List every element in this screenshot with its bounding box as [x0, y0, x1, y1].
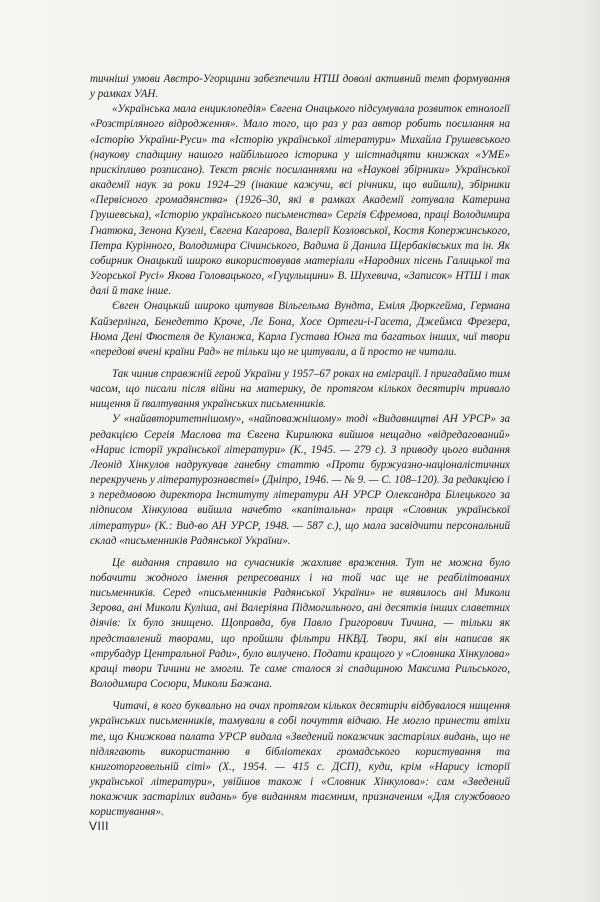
paragraph: Так чинив справжній герой України у 1957–67 роках на еміграції. І пригадаймо тим часом, що писали після війни на материку, де протягом кількох десятиріч тривало нищення й ґвалтування українських письменників. — [90, 367, 510, 411]
paragraph: тичніші умови Австро-Угорщини забезпечили НТШ доволі активний темп формування у рамках УАН. — [90, 73, 510, 101]
paragraph: У «найавторитетнішому», «найповажнішому» тоді «Видавництві АН УРСР» за редакцією Сергія Маслова та Євгена Кирилюка вийшов нещадно «відредагований» «Нарис історії української літератури» (К., 1945. — 279 с). З приводу цього видання Леонід Хінкулов надрукував ганебну статтю «Проти буржуазно-націоналістичних перекручень у літературознавстві» (Дніпро, 1946. — № 9. — С. 108–120). За редакцією і з передмовою директора Інституту літератури АН УРСР Олександра Білецького за підписом Хінкулова вийшла начебто «капітальна» праця «Словник української літератури» (К.: Вид-во АН УРСР, 1948. — 587 с.), що мала засвідчити персональний склад «письменників Радянської України». — [90, 413, 510, 547]
paragraph: Євген Онацький широко цитував Вільгельма Вундта, Еміля Дюркгейма, Германа Кайзерлінга, Бенедетто Кроче, Ле Бона, Хосе Ортеги-і-Гасета, Джеймса Фрезера, Нюма Дені Фюстеля де Куланжа, Карла Густава Юнга та багатьох інших, чиї твори «передові вчені країни Рад» не тільки що не цитували, а й просто не читали. — [90, 300, 510, 358]
paragraph: «Українська мала енциклопедія» Євгена Онацького підсумувала розвиток етнології «Розстріляного відродження». Мало того, що раз у раз автор робить посилання на «Історію України-Руси» та «Історію української літератури» Михайла Грушевського (наукову спадщину нашого найбільшого історика у шістнадцяти книжках «УМЕ» прискіпливо розписано). Текст рясніє посиланнями на «Наукові збірники» Української академії наук за роки 1924–29 (інакше кажучи, всі річники, що вийшли), збірники «Первісного громадянства» (1926–30, які в рамках Академії готувала Катерина Грушевська), «Історію українського письменства» Сергія Єфремова, праці Володимира Гнатюка, Зенона Кузелі, Євгена Кагарова, Валерії Козловської, Костя Копержинського, Петра Курінного, Володимира Січинського, Вадима й Данила Щербаківських та ін. Як собирник Онацький широко використовував матеріали «Народних пісень Галицької та Угорської Русі» Якова Головацького, «Гуцульщини» В. Шухевича, «Записок» НТШ і так далі й таке інше. — [90, 103, 510, 298]
paragraph: Це видання справило на сучасників жахливе враження. Тут не можна було побачити жодного імення репресованих і на той час ще не реабілітованих письменників. Серед «письменників Радянської України» не виявилось ані Миколи Зерова, ані Миколи Куліша, ані Валеріяна Підмогильного, ані десятків інших славетних діячів: їх було знищено. Щоправда, був Павло Григорович Тичина, — тільки як представлений творами, що пройшли фільтри НКВД. Твори, які він написав як «трубадур Центральної Ради», було вилучено. Подати кращого у «Словника Хінкулова» кращі твори Тичини не змогли. Те саме сталося зі спадщиною Максима Рильського, Володимира Сосюри, Миколи Бажана. — [90, 556, 510, 691]
page-edge-shadow — [582, 0, 600, 902]
page-number: VIII — [89, 819, 110, 833]
paragraph: Читачі, в кого буквально на очах протягом кількох десятиріч відбувалося нищення українських письменників, тамували в собі почуття відчаю. Не могло принести втіхи те, що Книжкова палата УРСР видала «Зведений покажчик застарілих видань, що не підлягають використанню в бібліотеках громадського користування та книготорговельній сіті» (Х., 1954. — 415 с. ДСП), куди, крім «Нарису історії української літератури», увійшов також і «Словник Хінкулова»: сам «Зведений покажчик застарілих видань» був виданням таємним, призначеним «Для службового користування». — [90, 700, 510, 819]
body-text — [90, 72, 510, 821]
